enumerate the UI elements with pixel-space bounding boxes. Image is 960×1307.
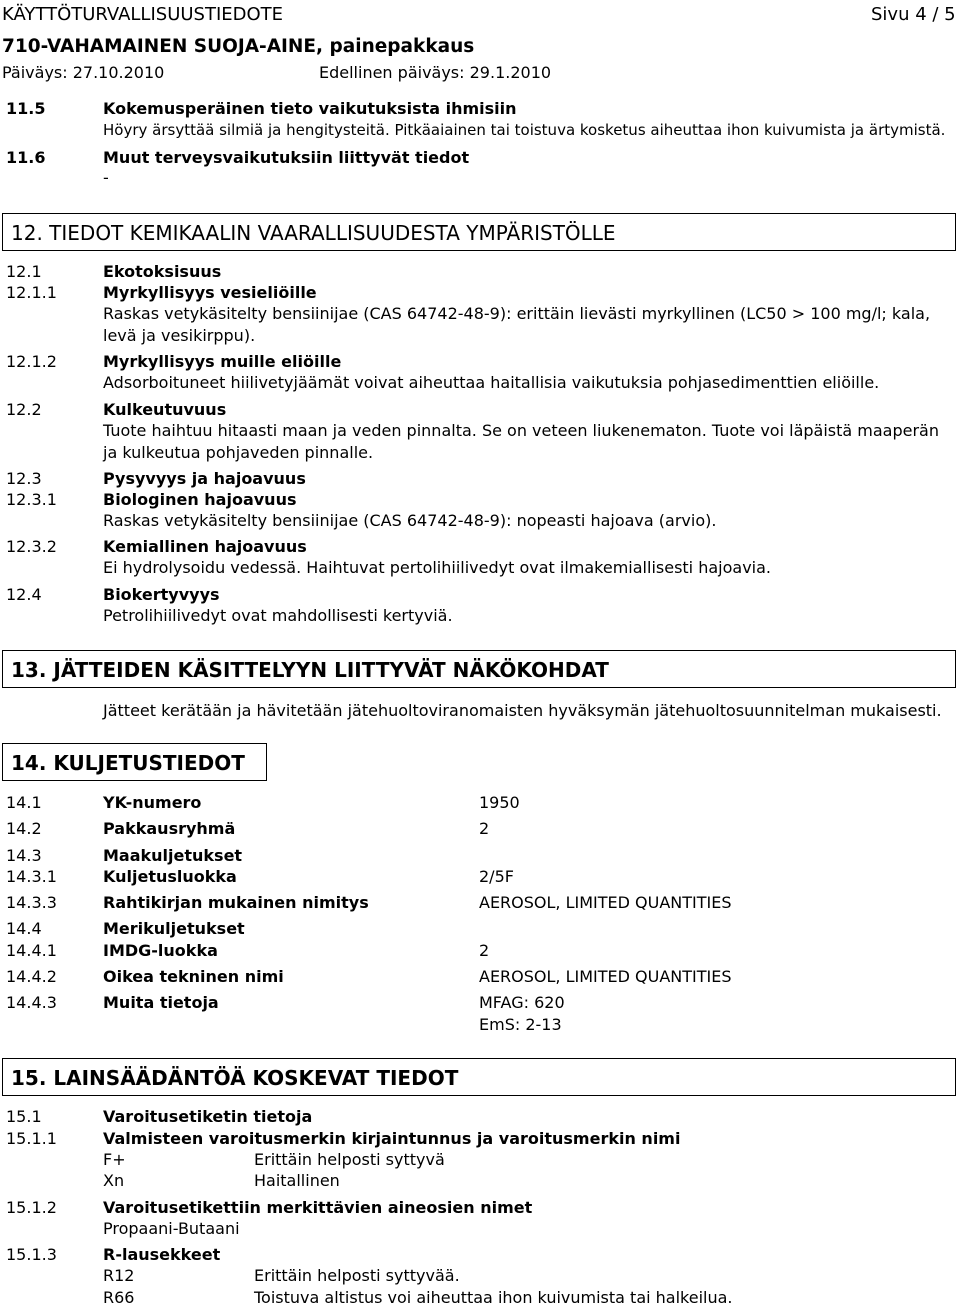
section-15-header [2, 1058, 956, 1096]
subsection-text: Adsorboituneet hiilivetyjäämät voivat aiheuttaa haitallisia vaikutuksia pohjasedimenttien eliöille. [103, 373, 880, 392]
subsection-text: Ei hydrolysoidu vedessä. Haihtuvat pertolihiilivedyt ovat ilmakemiallisesti hajoavia. [103, 558, 771, 577]
section-number: 12.1.2 [6, 352, 57, 371]
subsection-title: Ekotoksisuus [103, 262, 222, 281]
section-number: 12.1.1 [6, 283, 57, 302]
symbol-name: Erittäin helposti syttyvä [254, 1150, 445, 1169]
section-number: 12.4 [6, 585, 42, 604]
r-phrase-text: Toistuva altistus voi aiheuttaa ihon kuivumista tai halkeilua. [254, 1288, 733, 1307]
section-number: 12.3.1 [6, 490, 57, 509]
section-14-header [2, 743, 267, 781]
subsection-title: Kemiallinen hajoavuus [103, 537, 307, 556]
section-number: 15.1.1 [6, 1129, 57, 1148]
row-number: 14.3.3 [6, 893, 57, 912]
section-number: 15.1.3 [6, 1245, 57, 1264]
section-number: 12.3 [6, 469, 42, 488]
subsection-title: Valmisteen varoitusmerkin kirjaintunnus ja varoitusmerkin nimi [103, 1129, 681, 1148]
row-value: 2 [479, 819, 490, 838]
row-value: 1950 [479, 793, 520, 812]
row-value: EmS: 2-13 [479, 1015, 562, 1034]
symbol-code: Xn [103, 1171, 125, 1190]
row-value: 2/5F [479, 867, 514, 886]
symbol-name: Haitallinen [254, 1171, 340, 1190]
subsection-title: Myrkyllisyys muille eliöille [103, 352, 342, 371]
section-number: 15.1.2 [6, 1198, 57, 1217]
row-value: AEROSOL, LIMITED QUANTITIES [479, 967, 732, 986]
section-number: 12.1 [6, 262, 42, 281]
section-number: 11.6 [6, 148, 46, 167]
section-number: 12.3.2 [6, 537, 57, 556]
issue-date: Päiväys: 27.10.2010 [2, 63, 165, 82]
r-phrase-text: Erittäin helposti syttyvää. [254, 1266, 460, 1285]
section-13-title: 13. JÄTTEIDEN KÄSITTELYYN LIITTYVÄT NÄKÖKOHDAT [11, 658, 609, 682]
row-label: Muita tietoja [103, 993, 219, 1012]
subsection-title: R-lausekkeet [103, 1245, 221, 1264]
row-label: Merikuljetukset [103, 919, 245, 938]
section-number: 12.2 [6, 400, 42, 419]
section-number: 15.1 [6, 1107, 42, 1126]
subsection-text: Petrolihiilivedyt ovat mahdollisesti kertyviä. [103, 606, 453, 625]
subsection-title: Varoitusetiketin tietoja [103, 1107, 313, 1126]
row-label: Kuljetusluokka [103, 867, 237, 886]
section-12-header [2, 213, 956, 251]
row-label: Maakuljetukset [103, 846, 243, 865]
row-value: AEROSOL, LIMITED QUANTITIES [479, 893, 732, 912]
section-14-title: 14. KULJETUSTIEDOT [11, 751, 245, 775]
row-number: 14.3 [6, 846, 42, 865]
subsection-title: Varoitusetikettiin merkittävien aineosien nimet [103, 1198, 533, 1217]
subsection-title: Myrkyllisyys vesieliöille [103, 283, 317, 302]
product-name: 710-VAHAMAINEN SUOJA-AINE, painepakkaus [2, 36, 475, 57]
document-title: KÄYTTÖTURVALLISUUSTIEDOTE [2, 4, 284, 25]
section-text: Jätteet kerätään ja hävitetään jätehuoltoviranomaisten hyväksymän jätehuoltosuunnitelman mukaisesti. [103, 701, 942, 720]
subsection-text: - [103, 168, 109, 187]
subsection-title: Pysyvyys ja hajoavuus [103, 469, 306, 488]
subsection-title: Kulkeutuvuus [103, 400, 227, 419]
subsection-title: Biokertyvyys [103, 585, 220, 604]
row-number: 14.3.1 [6, 867, 57, 886]
symbol-code: F+ [103, 1150, 126, 1169]
subsection-title: Biologinen hajoavuus [103, 490, 297, 509]
subsection-text: Tuote haihtuu hitaasti maan ja veden pinnalta. Se on veteen liukenematon. Tuote voi läpäistä maaperän ja kulkeutua pohjaveden pinnalle. [103, 421, 939, 462]
row-value: 2 [479, 941, 490, 960]
row-number: 14.2 [6, 819, 42, 838]
section-13-header [2, 650, 956, 688]
row-number: 14.4.3 [6, 993, 57, 1012]
row-label: Pakkausryhmä [103, 819, 236, 838]
r-phrase-code: R66 [103, 1288, 135, 1307]
section-number: 11.5 [6, 99, 46, 118]
subsection-text: Propaani-Butaani [103, 1219, 240, 1238]
row-label: YK-numero [103, 793, 202, 812]
section-15-title: 15. LAINSÄÄDÄNTÖÄ KOSKEVAT TIEDOT [11, 1066, 459, 1090]
row-number: 14.4.2 [6, 967, 57, 986]
row-number: 14.1 [6, 793, 42, 812]
section-12-title: 12. TIEDOT KEMIKAALIN VAARALLISUUDESTA YMPÄRISTÖLLE [11, 221, 616, 245]
page-number: Sivu 4 / 5 [871, 4, 956, 25]
row-value: MFAG: 620 [479, 993, 565, 1012]
previous-date: Edellinen päiväys: 29.1.2010 [319, 63, 552, 82]
subsection-text: Höyry ärsyttää silmiä ja hengitysteitä. Pitkäaiainen tai toistuva kosketus aiheuttaa ihon kuivumista ja ärtymistä. [103, 121, 946, 139]
subsection-text: Raskas vetykäsitelty bensiinijae (CAS 64742-48-9): nopeasti hajoava (arvio). [103, 511, 717, 530]
row-label: Rahtikirjan mukainen nimitys [103, 893, 369, 912]
r-phrase-code: R12 [103, 1266, 135, 1285]
row-number: 14.4 [6, 919, 42, 938]
row-label: IMDG-luokka [103, 941, 218, 960]
subsection-title: Kokemusperäinen tieto vaikutuksista ihmisiin [103, 99, 517, 118]
row-label: Oikea tekninen nimi [103, 967, 284, 986]
row-number: 14.4.1 [6, 941, 57, 960]
subsection-text: Raskas vetykäsitelty bensiinijae (CAS 64742-48-9): erittäin lievästi myrkyllinen (LC50 > 100 mg/l; kala, levä ja vesikirppu). [103, 304, 931, 345]
subsection-title: Muut terveysvaikutuksiin liittyvät tiedot [103, 148, 470, 167]
